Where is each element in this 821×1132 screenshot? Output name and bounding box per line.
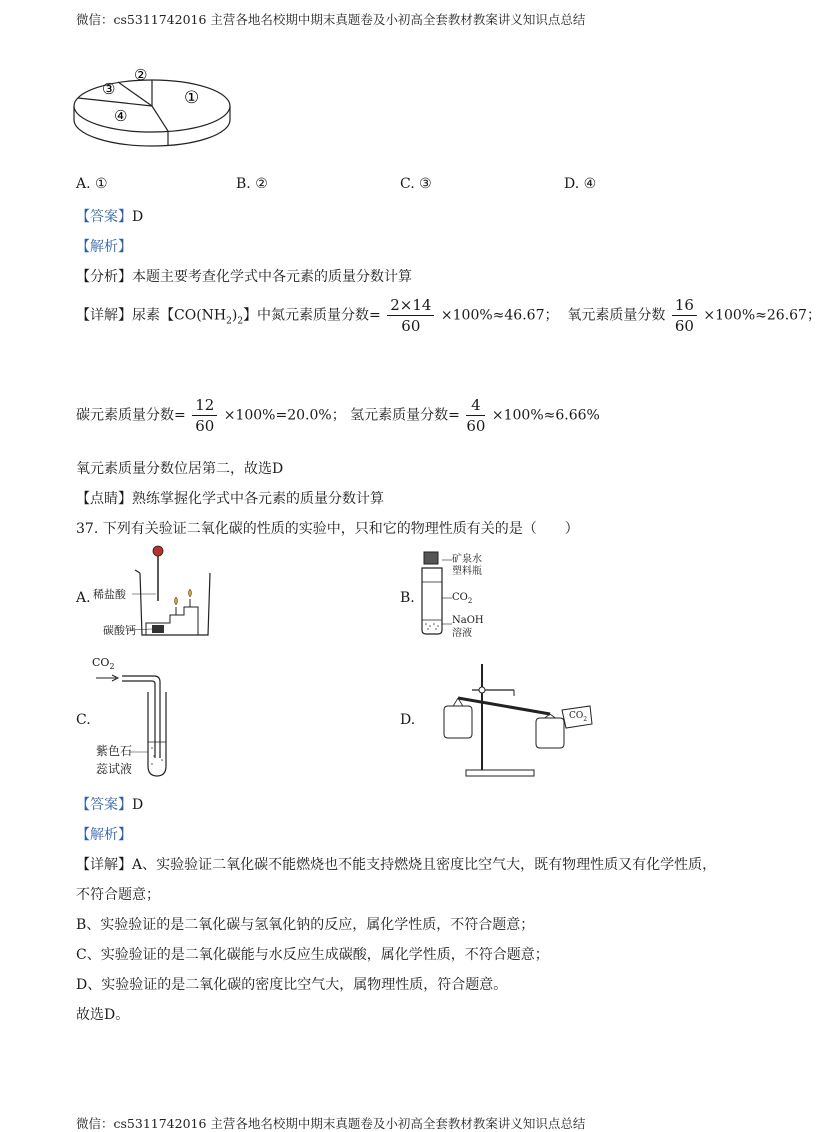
pie-chart-figure [72, 58, 232, 153]
q37-detail-d: D、实验验证的是二氧化碳的密度比空气大，属物理性质，符合题意。 [76, 977, 508, 993]
detail-line-2: 碳元素质量分数= $\frac{12}{60}$ ×100%=20.0%； 氢元素质量分数= $\frac{4}{60}$ ×100%≈6.66% [76, 396, 600, 435]
q37-final: 故选D。 [76, 1007, 130, 1023]
q37-analysis-tag: 【解析】 [76, 827, 132, 843]
q37-option-d-label: D. [400, 712, 416, 728]
fig-b-solution-label: NaOH 溶液 [452, 615, 484, 639]
fig-c-litmus-label: 紫色石 蕊试液 [96, 744, 133, 776]
option-c: C. ③ [400, 176, 432, 192]
fig-b-bottle-label: 矿泉水 塑料瓶 [452, 554, 482, 577]
q37-option-c-label: C. [76, 712, 91, 728]
q37-option-b-label: B. [400, 590, 415, 606]
page-footer: 微信：cs5311742016 主营各地名校期中期末真题卷及小初高全套教材教案讲义知识点总结 [76, 1116, 586, 1131]
fraction-oxygen: $\frac{16}{60}$ [672, 296, 697, 335]
detail-line-1: 【详解】尿素【$CO(NH_2)_2$】中氮元素质量分数= $\frac{2\times 14}{60}$ ×100%≈46.67； 氧元素质量分数 $\frac{16}{60}$ ×100%≈26.67； [76, 296, 821, 335]
pie-label-4: ④ [114, 107, 128, 125]
analysis-tag: 【解析】 [76, 239, 132, 255]
q37-stem: 37. 下列有关验证二氧化碳的性质的实验中，只和它的物理性质有关的是（ ） [76, 521, 579, 537]
fig-c-gas-label: $CO_2$ [92, 656, 115, 672]
pie-label-2: ② [134, 66, 148, 84]
option-b: B. ② [236, 176, 268, 192]
q37-answer-line: 【答案】D [76, 797, 144, 813]
dianjing-line: 【点睛】熟练掌握化学式中各元素的质量分数计算 [76, 491, 384, 507]
option-d: D. ④ [564, 176, 597, 192]
pie-label-3: ③ [102, 80, 116, 98]
fig-b-gas-label: $CO_2$ [452, 592, 473, 605]
figure-b-bottle [414, 550, 454, 636]
conclusion-line: 氧元素质量分数位居第二，故选D [76, 461, 284, 477]
fig-d-gas-label: $CO_2$ [569, 711, 588, 723]
pie-label-1: ① [184, 88, 200, 108]
q37-detail-a2: 不符合题意； [76, 887, 160, 903]
q37-option-a-label: A. [76, 590, 91, 606]
fraction-nitrogen: $\frac{2\times 14}{60}$ [387, 296, 434, 335]
fig-a-acid-label: 稀盐酸 [93, 588, 126, 601]
fenxi-line: 【分析】本题主要考查化学式中各元素的质量分数计算 [76, 269, 412, 285]
fraction-hydrogen: $\frac{4}{60}$ [466, 396, 486, 435]
q37-detail-a1: 【详解】A、实验验证二氧化碳不能燃烧也不能支持燃烧且密度比空气大，既有物理性质又有化学性质， [76, 857, 717, 873]
fig-a-carbonate-label: 碳酸钙 [103, 624, 136, 637]
q37-detail-b: B、实验验证的是二氧化碳与氢氧化钠的反应，属化学性质，不符合题意； [76, 917, 535, 933]
answer-line: 【答案】D [76, 209, 144, 225]
fraction-carbon: $\frac{12}{60}$ [192, 396, 217, 435]
q37-detail-c: C、实验验证的是二氧化碳能与水反应生成碳酸，属化学性质，不符合题意； [76, 947, 549, 963]
page-header: 微信：cs5311742016 主营各地名校期中期末真题卷及小初高全套教材教案讲义知识点总结 [76, 12, 586, 27]
option-a: A. ① [76, 176, 108, 192]
